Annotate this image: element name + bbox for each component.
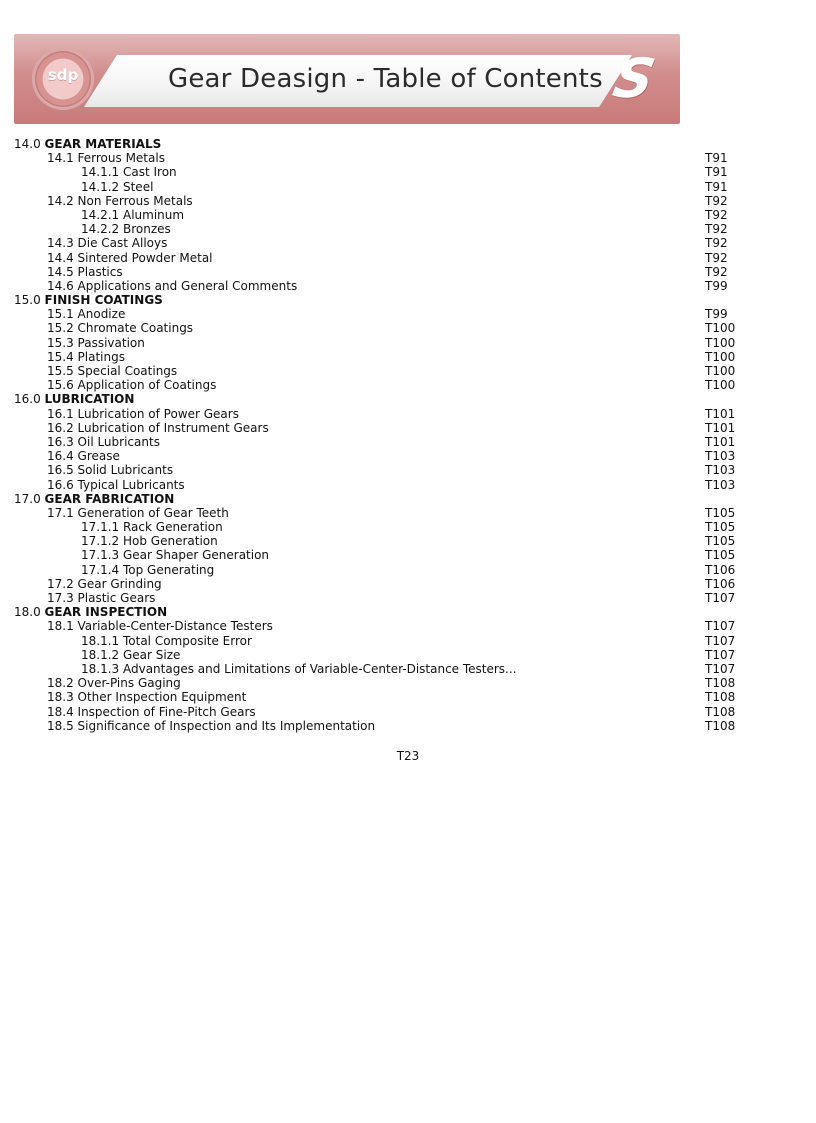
toc-entry	[0, 591, 816, 605]
table-of-contents	[0, 137, 816, 733]
toc-page-number: T91	[705, 165, 728, 180]
toc-entry	[0, 520, 816, 534]
toc-page-number: T106	[705, 562, 736, 577]
toc-entry	[0, 506, 816, 520]
toc-entry	[0, 705, 816, 719]
toc-page-number: T99	[705, 278, 728, 293]
toc-entry-title: 17.3 Plastic Gears	[47, 591, 156, 605]
toc-entry	[0, 449, 816, 463]
toc-entry	[0, 336, 816, 350]
toc-entry	[0, 222, 816, 236]
toc-entry-title: 14.2.2 Bronzes	[81, 222, 171, 237]
toc-entry	[0, 619, 816, 633]
toc-entry	[0, 251, 816, 265]
toc-entry	[0, 577, 816, 591]
toc-entry-title: 18.1.3 Advantages and Limitations of Variable-Center-Distance Testers...	[81, 661, 517, 676]
toc-entry-title: 17.2 Gear Grinding	[47, 576, 162, 591]
toc-entry	[0, 165, 816, 179]
toc-entry-title: 17.1.4 Top Generating	[81, 562, 215, 577]
toc-entry-title: 17.1.3 Gear Shaper Generation	[81, 548, 270, 563]
toc-page-number: T101	[705, 434, 736, 449]
toc-page-number: T101	[705, 420, 736, 435]
toc-entry	[0, 478, 816, 492]
toc-entry-title: 14.1.1 Cast Iron	[81, 165, 177, 180]
toc-section-heading	[0, 137, 816, 151]
toc-page-number: T108	[705, 704, 736, 719]
toc-page-number: T92	[705, 207, 728, 222]
toc-page-number: T99	[705, 307, 728, 322]
toc-entry	[0, 676, 816, 690]
toc-page-number: T108	[705, 718, 736, 733]
toc-entry-title: 16.2 Lubrication of Instrument Gears	[47, 420, 269, 435]
section-number: 14.0	[14, 137, 41, 151]
toc-entry	[0, 548, 816, 562]
toc-page-number: T105	[705, 534, 736, 549]
section-number: 17.0	[14, 491, 41, 506]
toc-entry-title: 15.3 Passivation	[47, 335, 145, 350]
toc-page-number: T108	[705, 676, 736, 691]
toc-entry-title: 16.5 Solid Lubricants	[47, 463, 174, 478]
sdp-logo-icon	[32, 48, 94, 110]
toc-entry-title: 17.1.2 Hob Generation	[81, 534, 218, 549]
toc-page-number: T100	[705, 335, 736, 350]
toc-page-number: T101	[705, 406, 736, 421]
section-title: GEAR MATERIALS	[44, 137, 162, 151]
toc-entry	[0, 463, 816, 477]
toc-page-number: T105	[705, 520, 736, 535]
toc-page-number: T108	[705, 690, 736, 705]
toc-entry-title: 18.2 Over-Pins Gaging	[47, 676, 181, 691]
toc-page-number: T92	[705, 264, 728, 279]
toc-entry-title: 16.4 Grease	[47, 449, 120, 464]
toc-entry	[0, 534, 816, 548]
toc-entry	[0, 307, 816, 321]
section-title: GEAR FABRICATION	[44, 491, 175, 506]
page-title: Gear Deasign - Table of Contents	[168, 64, 603, 94]
toc-entry-title: 17.1 Generation of Gear Teeth	[47, 505, 229, 520]
section-title: GEAR INSPECTION	[44, 605, 168, 620]
toc-entry-title: 14.2.1 Aluminum	[81, 207, 185, 222]
toc-page-number: T91	[705, 179, 728, 194]
toc-page-number: T100	[705, 378, 736, 393]
section-number: 15.0	[14, 293, 41, 308]
toc-entry	[0, 180, 816, 194]
section-title: FINISH COATINGS	[44, 293, 163, 308]
toc-page-number: T107	[705, 647, 736, 662]
toc-entry-title: 18.4 Inspection of Fine-Pitch Gears	[47, 704, 256, 719]
section-title: LUBRICATION	[44, 392, 135, 407]
toc-entry-title: 18.3 Other Inspection Equipment	[47, 690, 247, 705]
toc-section-heading	[0, 392, 816, 406]
toc-entry-title: 14.1.2 Steel	[81, 179, 154, 194]
toc-entry-title: 15.5 Special Coatings	[47, 364, 178, 378]
toc-section-heading	[0, 492, 816, 506]
toc-entry	[0, 378, 816, 392]
toc-entry-title: 14.4 Sintered Powder Metal	[47, 250, 213, 265]
toc-entry-title: 15.4 Platings	[47, 349, 125, 364]
toc-page-number: T91	[705, 151, 728, 166]
toc-entry	[0, 265, 816, 279]
toc-entry	[0, 648, 816, 662]
toc-entry	[0, 435, 816, 449]
toc-entry-title: 15.6 Application of Coatings	[47, 378, 217, 393]
toc-page-number: T103	[705, 477, 736, 492]
toc-entry-title: 17.1.1 Rack Generation	[81, 520, 223, 535]
toc-page-number: T103	[705, 463, 736, 478]
toc-entry	[0, 194, 816, 208]
toc-page-number: T106	[705, 576, 736, 591]
toc-entry	[0, 236, 816, 250]
toc-entry-title: 16.3 Oil Lubricants	[47, 434, 160, 449]
toc-section-heading	[0, 293, 816, 307]
toc-entry	[0, 151, 816, 165]
toc-page-number: T103	[705, 449, 736, 464]
toc-page-number: T105	[705, 505, 736, 520]
toc-page-number: T100	[705, 364, 736, 378]
toc-page-number: T92	[705, 222, 728, 237]
toc-entry-title: 18.1 Variable-Center-Distance Testers	[47, 619, 273, 634]
toc-entry-title: 14.5 Plastics	[47, 264, 123, 279]
toc-entry-title: 14.3 Die Cast Alloys	[47, 236, 168, 251]
toc-entry-title: 18.1.2 Gear Size	[81, 647, 181, 662]
toc-page-number: T107	[705, 661, 736, 676]
toc-entry	[0, 364, 816, 378]
toc-entry-title: 18.1.1 Total Composite Error	[81, 633, 252, 648]
logo-text: sdp	[47, 66, 79, 84]
toc-entry-title: 18.5 Significance of Inspection and Its Implementation	[47, 718, 376, 733]
toc-page-number: T100	[705, 321, 736, 336]
toc-entry-title: 14.6 Applications and General Comments	[47, 278, 298, 293]
brand-s-icon: S	[607, 47, 661, 110]
toc-entry-title: 16.6 Typical Lubricants	[47, 477, 185, 492]
toc-entry	[0, 321, 816, 335]
toc-page-number: T107	[705, 633, 736, 648]
toc-entry	[0, 279, 816, 293]
toc-entry	[0, 563, 816, 577]
toc-entry	[0, 662, 816, 676]
toc-entry	[0, 421, 816, 435]
toc-page-number: T107	[705, 619, 736, 634]
toc-entry-title: 14.1 Ferrous Metals	[47, 151, 165, 166]
toc-entry-title: 15.2 Chromate Coatings	[47, 321, 194, 336]
toc-entry-title: 14.2 Non Ferrous Metals	[47, 193, 193, 208]
toc-page-number: T92	[705, 250, 728, 265]
header-banner	[14, 34, 680, 124]
toc-entry	[0, 690, 816, 704]
toc-page-number: T105	[705, 548, 736, 563]
toc-entry-title: 16.1 Lubrication of Power Gears	[47, 406, 239, 421]
toc-entry	[0, 634, 816, 648]
page-number: T23	[396, 749, 420, 763]
toc-entry	[0, 407, 816, 421]
section-number: 16.0	[14, 392, 41, 407]
toc-page-number: T107	[705, 591, 736, 605]
toc-entry	[0, 350, 816, 364]
toc-entry-title: 15.1 Anodize	[47, 307, 126, 322]
toc-entry	[0, 208, 816, 222]
toc-entry	[0, 719, 816, 733]
toc-section-heading	[0, 605, 816, 619]
toc-page-number: T100	[705, 349, 736, 364]
toc-page-number: T92	[705, 193, 728, 208]
toc-page-number: T92	[705, 236, 728, 251]
section-number: 18.0	[14, 605, 41, 620]
